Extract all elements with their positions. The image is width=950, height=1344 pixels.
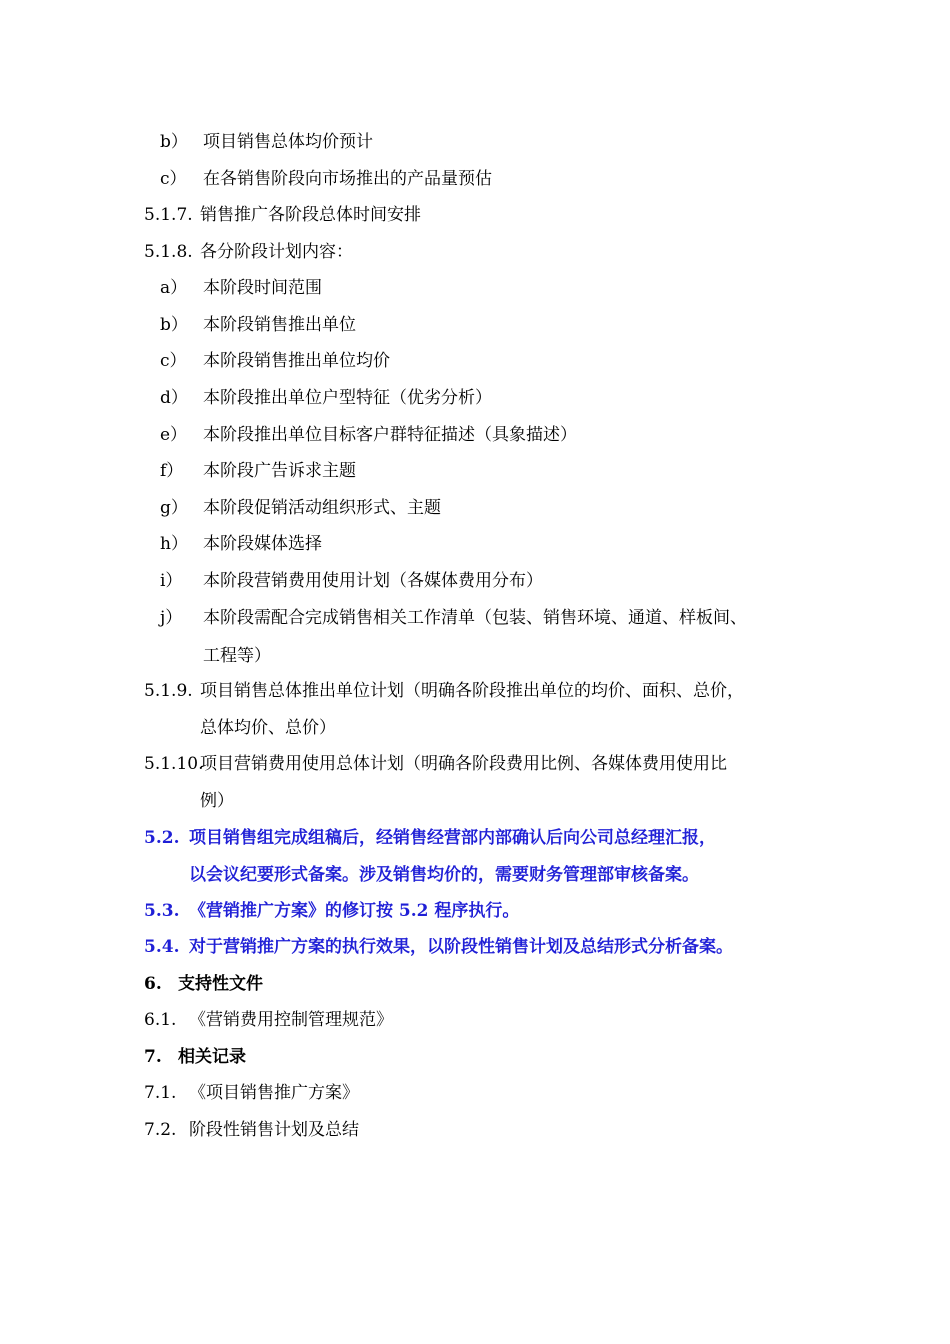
item-number: 5.1.8. — [144, 242, 193, 262]
item-text: 本阶段广告诉求主题 — [203, 461, 356, 481]
item-text: 本阶段营销费用使用计划（各媒体费用分布） — [203, 571, 543, 591]
item-number: 5.1.10. — [144, 754, 204, 774]
item-number: a） — [160, 278, 188, 298]
item-number: d） — [160, 388, 188, 408]
item-text: 销售推广各阶段总体时间安排 — [200, 205, 421, 225]
item-number: j） — [160, 608, 183, 628]
item-text: 本阶段媒体选择 — [203, 534, 322, 554]
item-number: 7.2. — [144, 1120, 177, 1140]
item-text: 本阶段促销活动组织形式、主题 — [203, 498, 441, 518]
item-number: b） — [160, 315, 188, 335]
item-text: 对于营销推广方案的执行效果，以阶段性销售计划及总结形式分析备案。 — [189, 937, 733, 957]
item-number: 5.2. — [144, 828, 180, 848]
item-text: 《营销推广方案》的修订按 5.2 程序执行。 — [189, 901, 520, 921]
item-text: 各分阶段计划内容： — [200, 242, 353, 262]
item-text: 工程等） — [203, 646, 271, 666]
section-title: 支持性文件 — [178, 974, 263, 994]
item-text: 例） — [200, 791, 234, 811]
item-text: 项目销售组完成组稿后，经销售经营部内部确认后向公司总经理汇报， — [189, 828, 716, 848]
item-number: f） — [160, 461, 184, 481]
item-text: 本阶段需配合完成销售相关工作清单（包装、销售环境、通道、样板间、 — [203, 608, 747, 628]
item-text: 项目销售总体推出单位计划（明确各阶段推出单位的均价、面积、总价， — [200, 681, 744, 701]
item-number: c） — [160, 351, 187, 371]
item-text: 《项目销售推广方案》 — [189, 1083, 359, 1103]
item-number: b） — [160, 132, 188, 152]
item-number: g） — [160, 498, 188, 518]
item-text: 以会议纪要形式备案。涉及销售均价的，需要财务管理部审核备案。 — [189, 865, 699, 885]
item-text: 项目营销费用使用总体计划（明确各阶段费用比例、各媒体费用使用比 — [200, 754, 727, 774]
item-number: 7.1. — [144, 1083, 177, 1103]
item-text: 本阶段销售推出单位 — [203, 315, 356, 335]
section-number: 6. — [144, 974, 162, 994]
item-text: 本阶段推出单位户型特征（优劣分析） — [203, 388, 492, 408]
item-number: i） — [160, 571, 183, 591]
item-text: 本阶段销售推出单位均价 — [203, 351, 390, 371]
item-number: e） — [160, 425, 188, 445]
item-number: 5.1.7. — [144, 205, 193, 225]
item-number: 5.4. — [144, 937, 180, 957]
item-number: 5.1.9. — [144, 681, 193, 701]
item-text: 本阶段推出单位目标客户群特征描述（具象描述） — [203, 425, 577, 445]
item-number: 5.3. — [144, 901, 180, 921]
item-number: 6.1. — [144, 1010, 177, 1030]
item-text: 《营销费用控制管理规范》 — [189, 1010, 393, 1030]
item-number: h） — [160, 534, 188, 554]
item-number: c） — [160, 169, 187, 189]
item-text: 阶段性销售计划及总结 — [189, 1120, 359, 1140]
item-text: 项目销售总体均价预计 — [203, 132, 373, 152]
item-text: 本阶段时间范围 — [203, 278, 322, 298]
section-title: 相关记录 — [178, 1047, 246, 1067]
item-text: 在各销售阶段向市场推出的产品量预估 — [203, 169, 492, 189]
item-text: 总体均价、总价） — [200, 718, 336, 738]
section-number: 7. — [144, 1047, 162, 1067]
